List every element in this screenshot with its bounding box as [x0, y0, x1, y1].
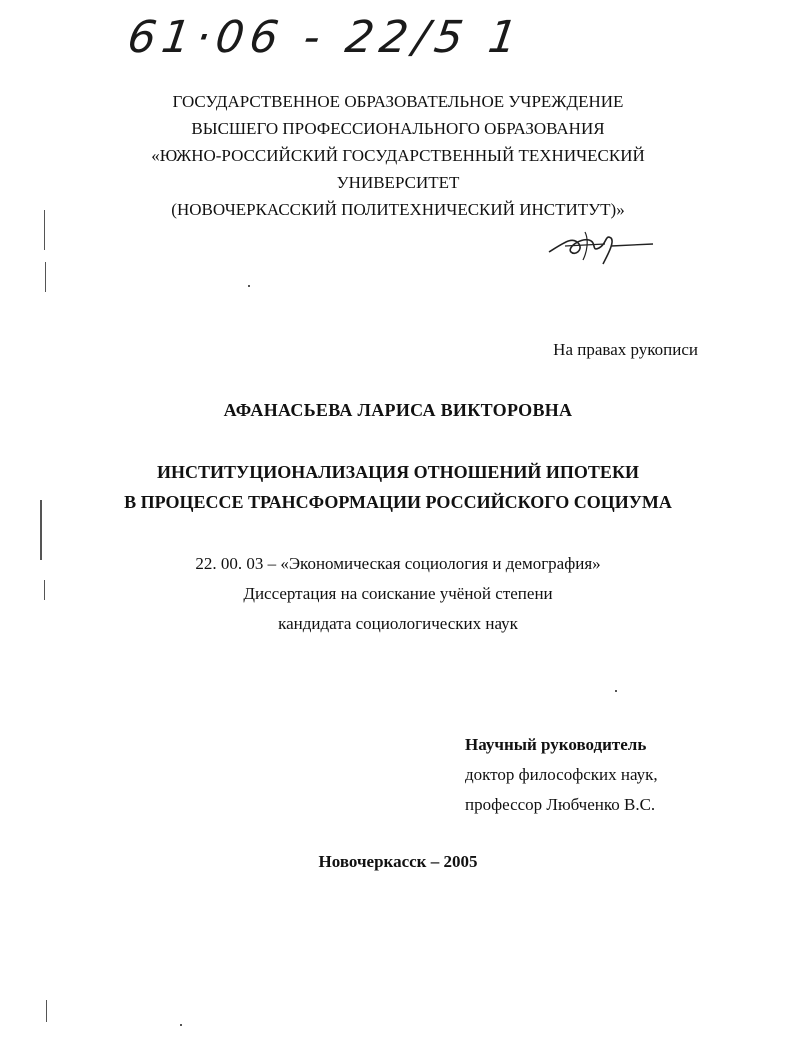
handwritten-signature: [545, 222, 655, 268]
scan-artifact: [45, 262, 46, 292]
degree-purpose: Диссертация на соискание учёной степени: [243, 584, 553, 603]
institution-line-5: (НОВОЧЕРКАССКИЙ ПОЛИТЕХНИЧЕСКИЙ ИНСТИТУТ)»: [171, 200, 625, 219]
supervisor-role: Научный руководитель: [465, 735, 647, 754]
scan-artifact: [40, 500, 42, 560]
manuscript-rights-note: На правах рукописи: [553, 340, 698, 359]
scan-artifact: [248, 285, 250, 287]
supervisor-name: профессор Любченко В.С.: [465, 795, 656, 814]
scan-artifact: [44, 210, 45, 250]
scan-artifact: [44, 580, 45, 600]
title-line-2: В ПРОЦЕССЕ ТРАНСФОРМАЦИИ РОССИЙСКОГО СОЦИУМА: [124, 492, 672, 512]
institution-line-4: УНИВЕРСИТЕТ: [336, 173, 460, 192]
title-line-1: ИНСТИТУЦИОНАЛИЗАЦИЯ ОТНОШЕНИЙ ИПОТЕКИ: [157, 462, 639, 482]
supervisor-degree: доктор философских наук,: [465, 765, 658, 784]
scan-artifact: [180, 1024, 182, 1026]
scan-artifact: [615, 690, 617, 692]
scan-artifact: [46, 1000, 47, 1022]
institution-line-1: ГОСУДАРСТВЕННОЕ ОБРАЗОВАТЕЛЬНОЕ УЧРЕЖДЕНИЕ: [172, 92, 624, 111]
institution-line-2: ВЫСШЕГО ПРОФЕССИОНАЛЬНОГО ОБРАЗОВАНИЯ: [191, 119, 605, 138]
institution-line-3: «ЮЖНО-РОССИЙСКИЙ ГОСУДАРСТВЕННЫЙ ТЕХНИЧЕСКИЙ: [151, 146, 645, 165]
institution-block: [0, 88, 796, 223]
handwritten-shelf-code: 61·06 - 22/5 1: [124, 12, 527, 63]
city-year: Новочеркасск – 2005: [318, 852, 478, 871]
dissertation-title: [0, 457, 796, 517]
specialty-block: [0, 549, 796, 639]
author-name: АФАНАСЬЕВА ЛАРИСА ВИКТОРОВНА: [223, 400, 573, 420]
supervisor-block: [465, 730, 658, 820]
degree-name: кандидата социологических наук: [278, 614, 518, 633]
specialty-code: 22. 00. 03 – «Экономическая социология и демография»: [195, 554, 601, 573]
